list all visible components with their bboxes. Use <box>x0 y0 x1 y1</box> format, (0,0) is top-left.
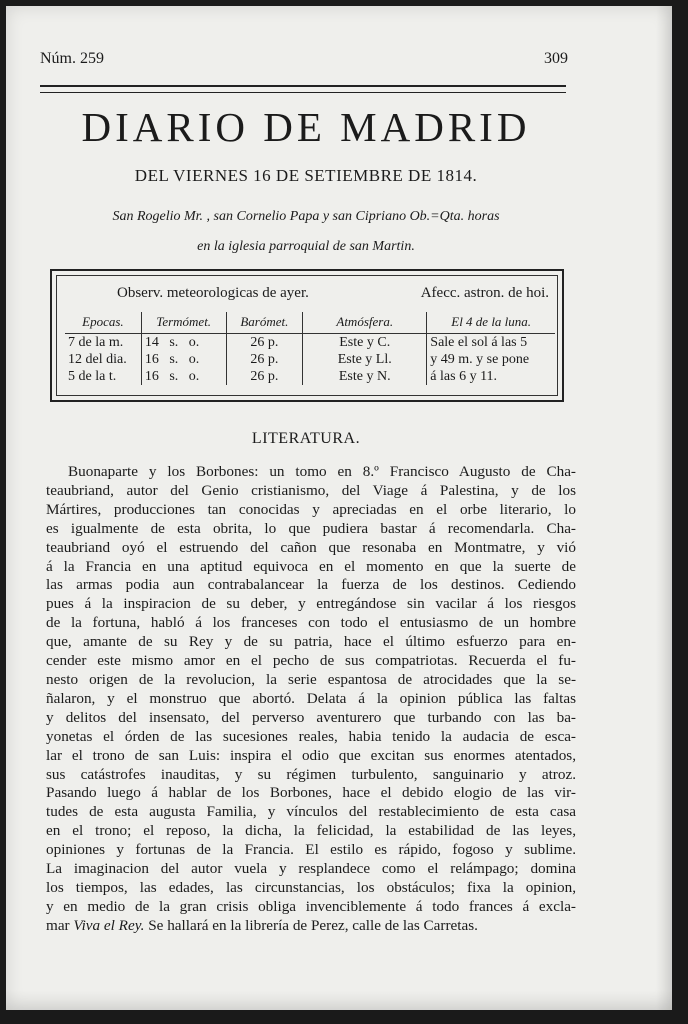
weather-table-box <box>50 269 564 402</box>
page-number: 309 <box>544 50 568 67</box>
article-line: pues á la inspiracion de su deber, y entregándose sin vacilar á los riesgos <box>46 595 576 613</box>
article-line: que, amante de su Rey y de su patria, hace el último esfuerzo para en- <box>46 633 576 651</box>
row-epoch: 12 del dia. <box>65 351 141 368</box>
article-line: y delitos del insensato, del perverso aventurero que turbando con las ba- <box>46 708 576 726</box>
weather-left-title: Observ. meteorologicas de ayer. <box>117 285 309 301</box>
article-line: los tiempos, las edades, las circunstancias, los obstáculos; fixa la opinion, <box>46 878 576 896</box>
row-temp: 14 s. o. <box>141 334 226 352</box>
article-line: yonetas el órden de las sucesiones reales, habia tenido la audacia de esca- <box>46 727 576 745</box>
col-termometro: Termómet. <box>141 312 226 334</box>
col-atmosfera: Atmósfera. <box>303 312 427 334</box>
viva-el-rey: Viva el Rey. <box>73 916 145 934</box>
article-line: las armas podia aun contrabalancear la fuerza de los destinos. Cediendo <box>46 576 576 594</box>
article-line: teaubriand oyó el estruendo del cañon que resonaba en Montmatre, y vió <box>46 538 576 556</box>
article-line: tudes de esta augusta Familia, y vínculos del restablecimiento de esta casa <box>46 803 576 821</box>
article-line: á la Francia en una aptitud equivoca en el momento en que la suerte de <box>46 557 576 575</box>
weather-row <box>65 334 555 352</box>
newspaper-page <box>6 6 672 1010</box>
weather-right-title: Afecc. astron. de hoi. <box>420 285 549 301</box>
article-line: nesto origen de la revolucion, la serie espantosa de atrocidades que la se- <box>46 670 576 688</box>
article-line: ñalaron, y el monstruo que abortó. Delata á la opinion pública las faltas <box>46 689 576 707</box>
section-title-literatura: LITERATURA. <box>251 430 361 447</box>
row-atm: Este y Ll. <box>303 351 427 368</box>
weather-header-row <box>65 312 555 334</box>
row-epoch: 5 de la t. <box>65 368 141 385</box>
article-line: La imaginacion del autor vuela y resplandece como el relámpago; domina <box>46 860 576 878</box>
article-line: de la fortuna, habló á los franceses con todo el entusiasmo de un hombre <box>46 614 576 632</box>
masthead-title: DIARIO DE MADRID <box>81 104 531 150</box>
page-header <box>40 50 568 68</box>
row-atm: Este y N. <box>303 368 427 385</box>
article-line: Mártires, producciones tan conocidas y apreciadas en el orbe literario, lo <box>46 500 576 518</box>
row-baro: 26 p. <box>226 368 303 385</box>
col-epocas: Epocas. <box>65 312 141 334</box>
saints-line-2: en la iglesia parroquial de san Martin. <box>197 239 415 254</box>
article-line: y en medio de la gran crisis obliga invenciblemente á todo frances á excla- <box>46 897 576 915</box>
row-temp: 16 s. o. <box>141 368 226 385</box>
row-epoch: 7 de la m. <box>65 334 141 352</box>
dateline: DEL VIERNES 16 DE SETIEMBRE DE 1814. <box>134 166 478 185</box>
row-astro: á las 6 y 11. <box>430 369 498 384</box>
row-astro: y 49 m. y se pone <box>430 352 530 367</box>
page-edge-shadow <box>656 6 672 1010</box>
article-line: opiniones y fortunas de la Francia. El estilo es rápido, fogoso y sublime. <box>46 841 576 859</box>
weather-row <box>65 368 555 385</box>
issue-number: Núm. 259 <box>40 50 104 67</box>
col-luna: El 4 de la luna. <box>427 312 555 334</box>
weather-titles <box>57 285 557 305</box>
article-line: es igualmente de esta obrita, lo que pudiera bastar á recomendarla. Cha- <box>46 519 576 537</box>
header-double-rule <box>40 85 566 93</box>
col-barometro: Barómet. <box>226 312 303 334</box>
article-line: Pasando luego á hablar de los Borbones, hace el debido elogio de las vir- <box>46 784 576 802</box>
article-line: lar el trono de san Luis: inspira el odio que excitan sus enormes atentados, <box>46 746 576 764</box>
article-line: cender este mismo amor en el pecho de sus compatriotas. Recuerda el fu- <box>46 652 576 670</box>
article-line: teaubriand, autor del Genio cristianismo, del Viage á Palestina, y de los <box>46 481 576 499</box>
row-astro: Sale el sol á las 5 <box>430 335 528 350</box>
weather-row <box>65 351 555 368</box>
article-body <box>46 463 576 936</box>
row-baro: 26 p. <box>226 334 303 352</box>
weather-inner-frame <box>56 275 558 396</box>
row-baro: 26 p. <box>226 351 303 368</box>
saints-of-day <box>40 202 572 262</box>
article-last-line: mar Viva el Rey. Se hallará en la librería de Perez, calle de las Carretas. <box>46 916 478 934</box>
article-line: en el trono; el reposo, la dicha, la felicidad, la estabilidad de las leyes, <box>46 822 576 840</box>
page-bottom-edge <box>6 990 672 1010</box>
weather-table <box>65 312 555 385</box>
row-temp: 16 s. o. <box>141 351 226 368</box>
saints-line-1: San Rogelio Mr. , san Cornelio Papa y san Cipriano Ob.=Qta. horas <box>112 209 500 224</box>
row-atm: Este y C. <box>303 334 427 352</box>
article-line: sus catástrofes inauditas, y su régimen turbulento, sanguinario y atroz. <box>46 765 576 783</box>
article-line: Buonaparte y los Borbones: un tomo en 8.º Francisco Augusto de Cha- <box>68 463 576 480</box>
